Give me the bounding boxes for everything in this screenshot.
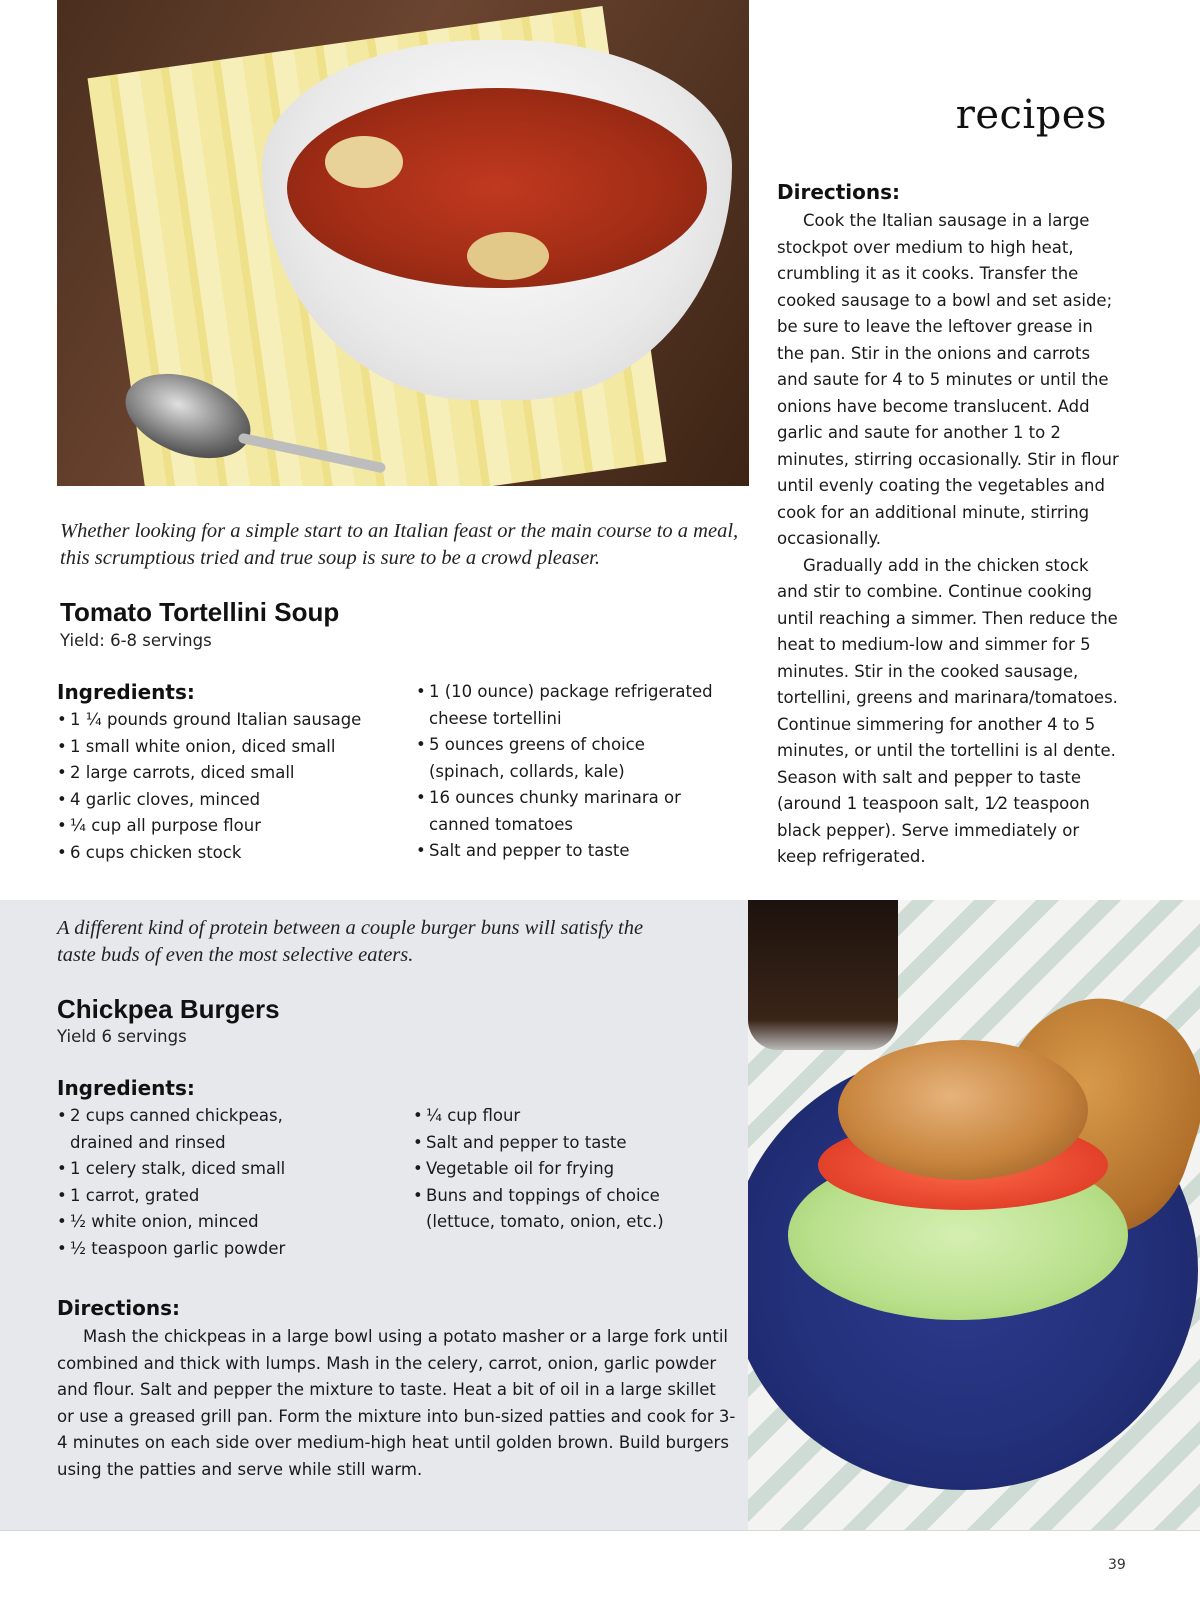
soup-ingredients-heading: Ingredients: <box>57 680 195 704</box>
tortellini <box>467 232 549 280</box>
soup-yield: Yield: 6-8 servings <box>60 631 212 650</box>
burger-ingredients-col1 <box>57 1103 297 1262</box>
ingredient-item: • Buns and toppings of choice (lettuce, tomato, onion, etc.) <box>413 1183 733 1236</box>
tortellini <box>325 136 403 188</box>
ingredient-item: • 1 small white onion, diced small <box>57 734 397 761</box>
ingredient-item: • 2 cups canned chickpeas, drained and rinsed <box>57 1103 297 1156</box>
ingredient-item: • Salt and pepper to taste <box>413 1130 733 1157</box>
soup-ingredients-col2 <box>416 679 721 865</box>
burger-title: Chickpea Burgers <box>57 994 280 1024</box>
burger-directions-paragraph: Mash the chickpeas in a large bowl using a potato masher or a large fork until combined and thick with lumps. Mash in the celery, carrot, onion, garlic powder and flour. Salt and pepper the mixture to taste. Heat a bit of oil in a large skillet or use a greased grill pan. Form the mixture into bun-sized patties and cook for 3-4 minutes on each side over medium-high heat until golden brown. Build burgers using the patties and serve while still warm. <box>57 1327 736 1479</box>
ingredient-item: • Vegetable oil for frying <box>413 1156 733 1183</box>
ingredient-item: • 5 ounces greens of choice (spinach, collards, kale) <box>416 732 721 785</box>
ingredient-item: • ¼ cup all purpose flour <box>57 813 397 840</box>
soup-directions <box>777 208 1119 871</box>
soup-directions-paragraph-1: Cook the Italian sausage in a large stockpot over medium to high heat, crumbling it as it cooks. Transfer the cooked sausage to a bowl and set aside; be sure to leave the leftover grease in the pan. Stir in the onions and carrots and saute for 4 to 5 minutes or until the onions have become translucent. Add garlic and saute for another 1 to 2 minutes, stirring occasionally. Stir in flour until evenly coating the vegetables and cook for an additional minute, stirring occasionally. <box>777 211 1119 548</box>
soup-intro: Whether looking for a simple start to an Italian feast or the main course to a meal, this scrumptious tried and true soup is sure to be a crowd pleaser. <box>60 520 739 569</box>
section-title: recipes <box>955 92 1107 138</box>
burger-ingredients-col2 <box>413 1103 733 1236</box>
drink-glass <box>748 900 898 1050</box>
ingredient-item: • 4 garlic cloves, minced <box>57 787 397 814</box>
divider <box>0 1530 1200 1531</box>
ingredient-item: • ¼ cup flour <box>413 1103 733 1130</box>
burger-directions-heading: Directions: <box>57 1296 181 1320</box>
soup-directions-heading: Directions: <box>777 180 901 204</box>
ingredient-item: • 1 carrot, grated <box>57 1183 297 1210</box>
ingredient-item: • ½ white onion, minced <box>57 1209 297 1236</box>
soup-ingredients-col1 <box>57 707 397 866</box>
ingredient-item: • ½ teaspoon garlic powder <box>57 1236 297 1263</box>
soup-directions-paragraph-2: Gradually add in the chicken stock and stir to combine. Continue cooking until reaching a simmer. Then reduce the heat to medium-low and simmer for 5 minutes. Stir in the cooked sausage, tortellini, greens and marinara/tomatoes. Continue simmering for another 4 to 5 minutes, or until the tortellini is al dente. Season with salt and pepper to taste (around 1 teaspoon salt, 1⁄2 teaspoon black pepper). Serve immediately or keep refrigerated. <box>777 555 1118 866</box>
ingredient-item: • 6 cups chicken stock <box>57 840 397 867</box>
ingredient-item: • 16 ounces chunky marinara or canned tomatoes <box>416 785 721 838</box>
page-number: 39 <box>1108 1557 1126 1573</box>
ingredient-item: • 1 (10 ounce) package refrigerated cheese tortellini <box>416 679 721 732</box>
ingredient-item: • Salt and pepper to taste <box>416 838 721 865</box>
ingredient-item: • 2 large carrots, diced small <box>57 760 397 787</box>
burger-directions <box>57 1324 737 1483</box>
burger-photo <box>748 900 1200 1530</box>
burger-yield: Yield 6 servings <box>57 1027 187 1046</box>
chickpea-patty <box>838 1040 1088 1180</box>
soup-title: Tomato Tortellini Soup <box>60 597 340 627</box>
ingredient-item: • 1 ¼ pounds ground Italian sausage <box>57 707 397 734</box>
ingredient-item: • 1 celery stalk, diced small <box>57 1156 297 1183</box>
soup-photo <box>57 0 749 486</box>
burger-intro: A different kind of protein between a couple burger buns will satisfy the taste buds of even the most selective eaters. <box>57 917 644 966</box>
burger-ingredients-heading: Ingredients: <box>57 1076 195 1100</box>
